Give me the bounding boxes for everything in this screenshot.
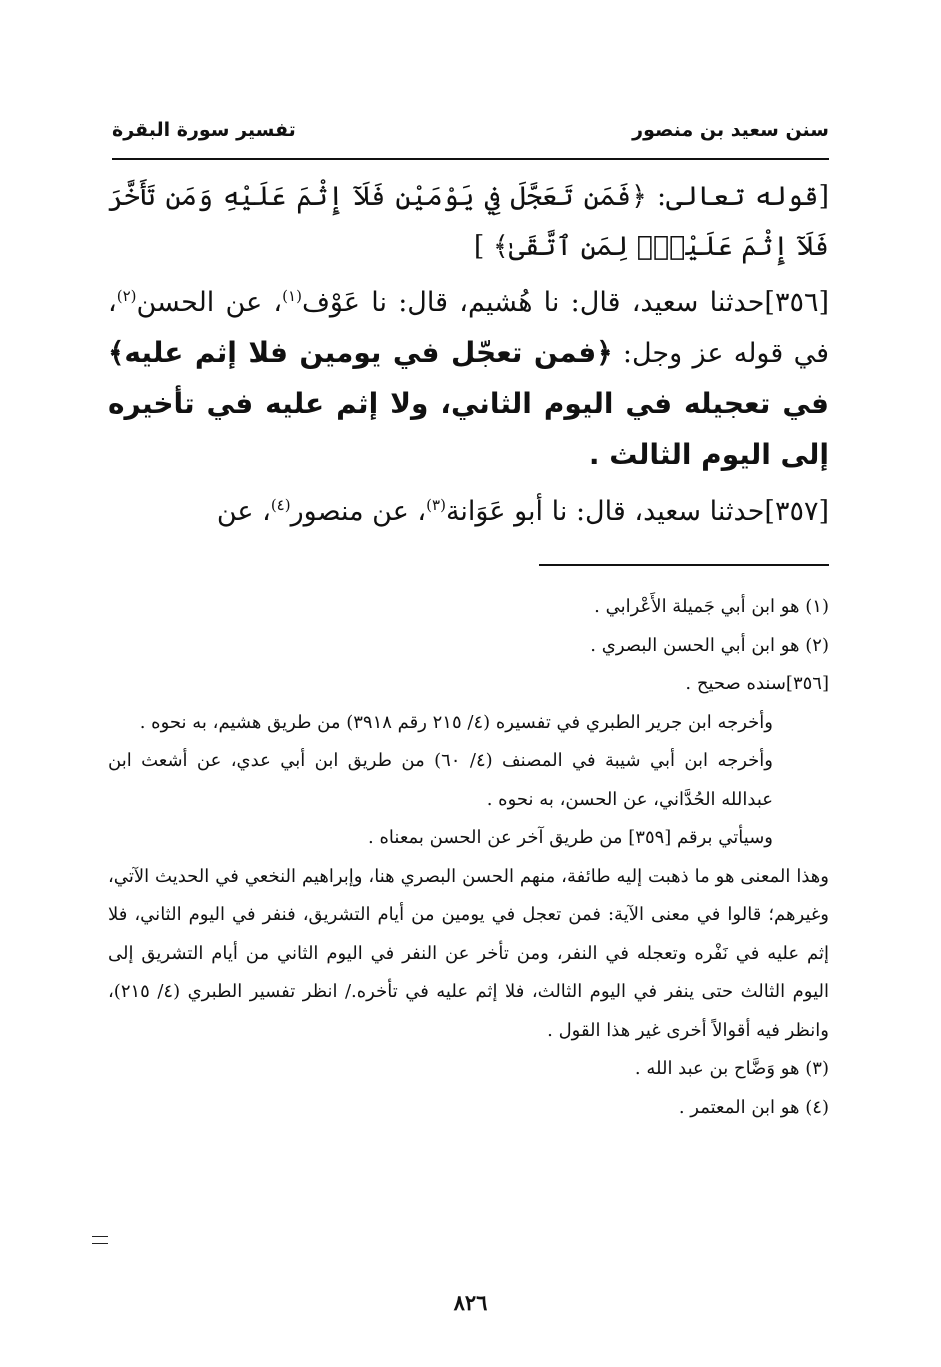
- footnote-2: (٢) هو ابن أبي الحسن البصري .: [590, 634, 829, 656]
- commentary-para-1: وأخرجه ابن جرير الطبري في تفسيره (٤/ ٢١٥ رقم ٣٩١٨) من طريق هشيم، به نحوه .: [139, 711, 773, 733]
- footnote-ref-3: (٣): [426, 496, 446, 514]
- isnad-label: [٣٥٦]سنده صحيح .: [685, 673, 829, 694]
- footnote-4: (٤) هو ابن المعتمر .: [678, 1096, 829, 1118]
- commentary-para-4: وهذا المعنى هو ما ذهبت إليه طائفة، منهم الحسن البصري هنا، وإبراهيم النخعي في الحديث الآتي، وغيرهم؛ قالوا في معنى الآية: فمن تعجل في يومين من أيام التشريق، فنفر في اليوم الثاني، فلا إثم عليه في نَفْره وتعجله في النفر، ومن تأخر عن النفر في اليوم الثاني من أيام التشريق إلى اليوم الثالث حتى ينفر في اليوم الثالث، فلا إثم عليه في تأخره./ انظر تفسير الطبري (٤/ ٢١٥)، وانظر فيه أقوالاً أخرى غير هذا القول .: [108, 865, 829, 1041]
- verse-intro: [قوله تعالى:: [646, 181, 829, 212]
- chapter-title: تفسير سورة البقرة: [112, 119, 296, 141]
- footnotes: [108, 588, 829, 1127]
- hadith-357-part2: ، عن منصور: [290, 496, 427, 527]
- verse-heading: [108, 172, 829, 272]
- commentary-para-2: وأخرجه ابن أبي شيبة في المصنف (٤/ ٦٠) من طريق ابن أبي عدي، عن أشعث ابن عبدالله الحُدَّاني، عن الحسن، به نحوه .: [108, 750, 773, 810]
- footnote-divider: [539, 564, 829, 566]
- running-header: [112, 112, 829, 148]
- hadith-357: [108, 487, 829, 537]
- hadith-356-part3: ، في قوله عز وجل:: [108, 287, 829, 369]
- verse-text: ﴿فَمَن تَعَجَّلَ فِي يَوْمَيْنِ فَلَآ إِثْمَ عَلَيْهِ وَمَن تَأَخَّرَ فَلَآ إِثْمَ عَلَيْهِۚ لِمَنِ ٱتَّقَىٰ﴾ ]: [108, 181, 829, 262]
- hadith-number-357: [٣٥٧]: [764, 496, 829, 527]
- hadith-357-part3: ، عن: [216, 496, 271, 527]
- footnote-3: (٣) هو وَضَّاح بن عبد الله .: [634, 1058, 829, 1079]
- footnote-1: (١) هو ابن أبي جَميلة الأَعْرابي .: [594, 596, 829, 617]
- commentary-para-3: وسيأتي برقم [٣٥٩] من طريق آخر عن الحسن بمعناه .: [368, 827, 773, 848]
- page-number: ٨٢٦: [453, 1290, 488, 1315]
- footnote-ref-2: (٢): [116, 287, 137, 305]
- footnote-ref-4: (٤): [270, 496, 291, 514]
- hadith-356: [108, 278, 829, 481]
- hadith-number-356: [٣٥٦]: [764, 287, 829, 318]
- book-title: سنن سعيد بن منصور: [632, 119, 829, 141]
- footnote-ref-1: (١): [282, 287, 302, 305]
- margin-mark: [92, 1236, 108, 1244]
- main-text: [108, 172, 829, 543]
- hadith-356-quote: ﴿فمن تعجّل في يومين فلا إثم عليه﴾ في تعجيله في اليوم الثاني، ولا إثم عليه في تأخيره إلى اليوم الثالث .: [108, 336, 829, 471]
- hadith-356-part2: ، عن الحسن: [136, 287, 283, 318]
- hadith-356-part1: حدثنا سعيد، قال: نا هُشيم، قال: نا عَوْف: [301, 287, 765, 318]
- hadith-357-part1: حدثنا سعيد، قال: نا أبو عَوَانة: [445, 496, 765, 527]
- header-divider: [112, 158, 829, 160]
